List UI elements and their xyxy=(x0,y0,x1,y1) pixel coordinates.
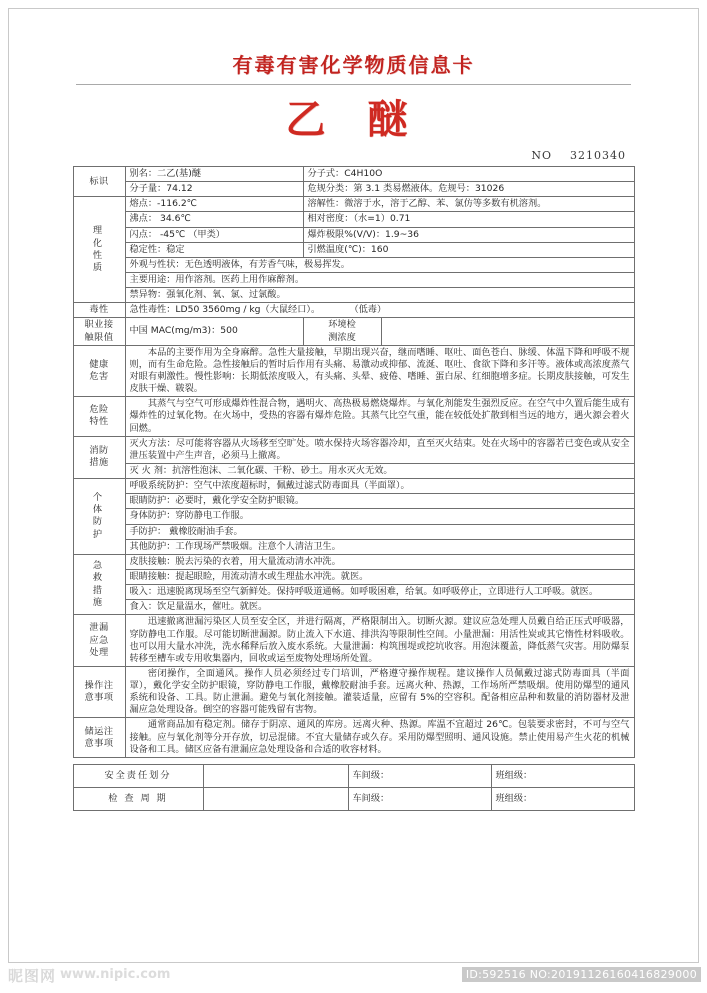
field-body-protection: 身体防护：穿防静电工作服。 xyxy=(125,509,634,524)
table-row xyxy=(73,257,634,272)
table-row xyxy=(73,212,634,227)
table-row xyxy=(73,787,634,810)
field-operation-notes-text: 密闭操作，全面通风。操作人员必须经过专门培训，严格遵守操作规程。建议操作人员佩戴过滤式防毒面具（半面罩），戴化学安全防护眼镜，穿防静电工作服，戴橡胶耐油手套。远离火种、热源，工作场所严禁吸烟。使用防爆型的通风系统和设备、工具。防止泄漏。避免与氧化剂接触。灌装适量，应留有 5%的空容积。配备相应品种和数量的消防器材及泄漏应急处理设备。倒空的容器可能残留有害物。 xyxy=(125,666,634,718)
field-eye-protection: 眼睛防护：必要时，戴化学安全防护眼镜。 xyxy=(125,494,634,509)
field-env-monitor-label: 环境检 测浓度 xyxy=(303,318,381,345)
table-row xyxy=(73,615,634,667)
section-label-operation-notes: 操作注 意事项 xyxy=(73,666,125,718)
label-team-level-inspection[interactable]: 班组级： xyxy=(491,787,634,810)
field-respiratory-protection: 呼吸系统防护：空气中浓度超标时，佩戴过滤式防毒面具（半面罩）。 xyxy=(125,479,634,494)
serial-number-value: 3210340 xyxy=(570,149,626,162)
field-molecular-weight: 分子量：74.12 xyxy=(125,182,303,197)
section-label-hazard-characteristics: 危险 特性 xyxy=(73,397,125,436)
serial-number-label: NO xyxy=(531,149,552,162)
table-row xyxy=(73,167,634,182)
table-row xyxy=(73,436,634,463)
page-title: 有毒有害化学物质信息卡 xyxy=(232,53,475,77)
nipic-logo: 昵图网 xyxy=(8,967,57,985)
field-hand-protection: 手防护： 戴橡胶耐油手套。 xyxy=(125,524,634,539)
info-table xyxy=(73,166,635,758)
table-row xyxy=(73,227,634,242)
field-leak-emergency-text: 迅速撤离泄漏污染区人员至安全区，并进行隔离，严格限制出入。切断火源。建议应急处理人员戴自给正压式呼吸器，穿防静电工作服。尽可能切断泄漏源。防止流入下水道、排洪沟等限制性空间。小量泄漏：用活性炭或其它惰性材料吸收。也可以用大量水冲洗，洗水稀释后放入废水系统。大量泄漏：构筑围堤或挖坑收容。用泡沫覆盖，降低蒸气灾害。用防爆泵转移至槽车或专用收集器内，回收或运至废物处理场所处置。 xyxy=(125,615,634,667)
section-label-first-aid: 急 救 措 施 xyxy=(73,554,125,615)
table-row xyxy=(73,463,634,478)
section-label-fire-measures: 消防 措施 xyxy=(73,436,125,478)
field-env-monitor-value[interactable] xyxy=(381,318,634,345)
watermark-id: ID:592516 NO:20191126160416829000 xyxy=(462,967,701,982)
section-label-storage-notes: 储运注 意事项 xyxy=(73,718,125,757)
acute-toxicity-note: （低毒） xyxy=(349,304,387,316)
section-label-leak-emergency: 泄漏 应急 处理 xyxy=(73,615,125,667)
field-first-aid-inhalation: 吸入：迅速脱离现场至空气新鲜处。保持呼吸道通畅。如呼吸困难，给氧。如呼吸停止，立即进行人工呼吸。就医。 xyxy=(125,585,634,600)
table-row xyxy=(73,718,634,757)
section-label-personal-protection: 个 体 防 护 xyxy=(73,479,125,555)
table-row xyxy=(73,397,634,436)
field-first-aid-ingestion: 食入：饮足量温水，催吐。就医。 xyxy=(125,600,634,615)
label-safety-responsibility: 安全责任划分 xyxy=(73,764,203,787)
field-formula: 分子式：C4H10O xyxy=(303,167,634,182)
label-team-level-responsibility[interactable]: 班组级： xyxy=(491,764,634,787)
field-first-aid-skin: 皮肤接触：脱去污染的衣着，用大量流动清水冲洗。 xyxy=(125,554,634,569)
table-row xyxy=(73,182,634,197)
table-row xyxy=(73,539,634,554)
field-fire-method: 灭火方法：尽可能将容器从火场移至空旷处。喷水保持火场容器冷却，直至灭火结束。处在火场中的容器若已变色或从安全泄压装置中产生声音，必须马上撤离。 xyxy=(125,436,634,463)
field-main-use: 主要用途：用作溶剂。医药上用作麻醉剂。 xyxy=(125,272,634,287)
field-forbidden-substances: 禁异物：强氧化剂、氧、氯、过氯酸。 xyxy=(125,288,634,303)
responsibility-table xyxy=(73,764,635,811)
field-hazard-class: 危规分类：第 3.1 类易燃液体。危规号：31026 xyxy=(303,182,634,197)
section-label-occupational-limit: 职业接 触限值 xyxy=(73,318,125,345)
section-label-physchem: 理 化 性 质 xyxy=(73,197,125,303)
table-row xyxy=(73,272,634,287)
label-inspection-cycle: 检 查 周 期 xyxy=(73,787,203,810)
field-flash-point: 闪点： -45℃ （甲类） xyxy=(125,227,303,242)
serial-number xyxy=(9,149,626,162)
table-row xyxy=(73,666,634,718)
label-workshop-level-responsibility[interactable]: 车间级： xyxy=(348,764,491,787)
field-solubility: 溶解性：微溶于水，溶于乙醇、苯、氯仿等多数有机溶剂。 xyxy=(303,197,634,212)
field-explosion-limit: 爆炸极限%(V/V)：1.9~36 xyxy=(303,227,634,242)
table-row xyxy=(73,242,634,257)
section-label-health-hazard: 健康 危害 xyxy=(73,345,125,397)
field-storage-notes-text: 通常商品加有稳定剂。储存于阴凉、通风的库房。远离火种、热源。库温不宜超过 26℃。包装要求密封，不可与空气接触。应与氧化剂等分开存放，切忌混储。不宜大量储存或久存。采用防爆型照明、通风设施。禁止使用易产生火花的机械设备和工具。储区应备有泄漏应急处理设备和合适的收容材料。 xyxy=(125,718,634,757)
table-row xyxy=(73,318,634,345)
table-row xyxy=(73,764,634,787)
table-row xyxy=(73,494,634,509)
table-row xyxy=(73,345,634,397)
table-row xyxy=(73,509,634,524)
section-label-identification: 标识 xyxy=(73,167,125,197)
field-acute-toxicity xyxy=(125,303,634,318)
field-boiling-point: 沸点： 34.6℃ xyxy=(125,212,303,227)
acute-toxicity-value: 急性毒性：LD50 3560mg / kg（大鼠经口）。 xyxy=(129,304,321,316)
field-health-hazard-text: 本品的主要作用为全身麻醉。急性大量接触，早期出现兴奋，继而嗜睡、呕吐、面色苍白、脉缓、体温下降和呼吸不规则，而有生命危险。急性接触后的暂时后作用有头痛、易激动或抑郁、流涎、呕吐、食欲下降和多汗等。液体或高浓度蒸气对眼有刺激性。慢性影响：长期低浓度吸入，有头痛、头晕、疲倦、嗜睡、蛋白尿、红细胞增多症。长期皮肤接触，可发生皮肤干燥、皲裂。 xyxy=(125,345,634,397)
field-other-protection: 其他防护：工作现场严禁吸烟。注意个人清洁卫生。 xyxy=(125,539,634,554)
field-first-aid-eye: 眼睛接触：提起眼睑，用流动清水或生理盐水冲洗。就医。 xyxy=(125,569,634,584)
table-row xyxy=(73,585,634,600)
chemical-name: 乙 醚 xyxy=(285,97,422,143)
table-row xyxy=(73,524,634,539)
field-relative-density: 相对密度：（水=1）0.71 xyxy=(303,212,634,227)
label-workshop-level-inspection[interactable]: 车间级： xyxy=(348,787,491,810)
field-alias: 别名：二乙(基)醚 xyxy=(125,167,303,182)
field-stability: 稳定性：稳定 xyxy=(125,242,303,257)
table-row xyxy=(73,197,634,212)
section-label-toxicity: 毒性 xyxy=(73,303,125,318)
table-row xyxy=(73,479,634,494)
card-page xyxy=(8,8,699,963)
title-divider xyxy=(76,84,631,85)
value-safety-responsibility[interactable] xyxy=(203,764,348,787)
table-row xyxy=(73,600,634,615)
watermark-url: www.nipic.com xyxy=(60,967,171,982)
field-ignition-temp: 引燃温度(℃)：160 xyxy=(303,242,634,257)
field-hazard-characteristics-text: 其蒸气与空气可形成爆炸性混合物，遇明火、高热极易燃烧爆炸。与氧化剂能发生强烈反应。在空气中久置后能生成有爆炸性的过氧化物。在火场中，受热的容器有爆炸危险。其蒸气比空气重，能在较低处扩散到相当远的地方，遇火源会着火回燃。 xyxy=(125,397,634,436)
field-fire-agent: 灭 火 剂：抗溶性泡沫、二氧化碳、干粉、砂土。用水灭火无效。 xyxy=(125,463,634,478)
table-row xyxy=(73,569,634,584)
field-china-mac: 中国 MAC(mg/m3)：500 xyxy=(125,318,303,345)
table-row xyxy=(73,288,634,303)
table-row xyxy=(73,554,634,569)
field-appearance: 外观与性状：无色透明液体，有芳香气味，极易挥发。 xyxy=(125,257,634,272)
value-inspection-cycle[interactable] xyxy=(203,787,348,810)
field-melting-point: 熔点：-116.2℃ xyxy=(125,197,303,212)
table-row xyxy=(73,303,634,318)
watermark xyxy=(0,963,707,993)
